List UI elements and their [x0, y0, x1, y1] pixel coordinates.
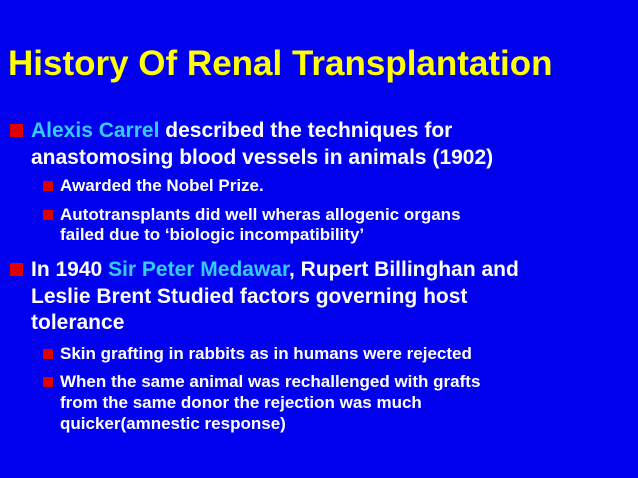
slide-title: History Of Renal Transplantation	[8, 44, 553, 83]
sub-bullet-1-1: Awarded the Nobel Prize.	[60, 176, 264, 195]
sub-bullet-marker-1-2	[43, 210, 53, 220]
bullet-1-line-2: anastomosing blood vessels in animals (1902)	[31, 146, 494, 169]
bullet-2-line-3: tolerance	[31, 311, 125, 334]
highlight-alexis-carrel: Alexis Carrel	[31, 119, 160, 142]
sub-bullet-1-2-line-1: Autotransplants did well wheras allogenic organs	[60, 205, 461, 224]
sub-bullet-2-2-line-2: from the same donor the rejection was much	[60, 393, 422, 412]
sub-bullet-marker-1-1	[43, 181, 53, 191]
sub-bullet-marker-2-2	[43, 377, 53, 387]
bullet-2-line-1-rest: , Rupert Billinghan and	[288, 258, 519, 281]
bullet-1-line-1-rest: described the techniques for	[159, 119, 453, 142]
sub-bullet-marker-2-1	[43, 349, 53, 359]
bullet-2-line-2: Leslie Brent Studied factors governing host	[31, 285, 468, 308]
bullet-1-line-1	[31, 118, 452, 143]
highlight-sir-peter-medawar: Sir Peter Medawar	[108, 258, 289, 281]
bullet-2-line-1	[31, 257, 519, 282]
bullet-marker-1	[10, 124, 23, 137]
sub-bullet-2-2-line-1: When the same animal was rechallenged with grafts	[60, 372, 481, 391]
bullet-marker-2	[10, 263, 23, 276]
bullet-2-prefix: In 1940	[31, 258, 109, 281]
sub-bullet-2-1: Skin grafting in rabbits as in humans were rejected	[60, 344, 472, 363]
sub-bullet-1-2-line-2: failed due to ‘biologic incompatibility’	[60, 225, 365, 244]
sub-bullet-2-2-line-3: quicker(amnestic response)	[60, 414, 286, 433]
